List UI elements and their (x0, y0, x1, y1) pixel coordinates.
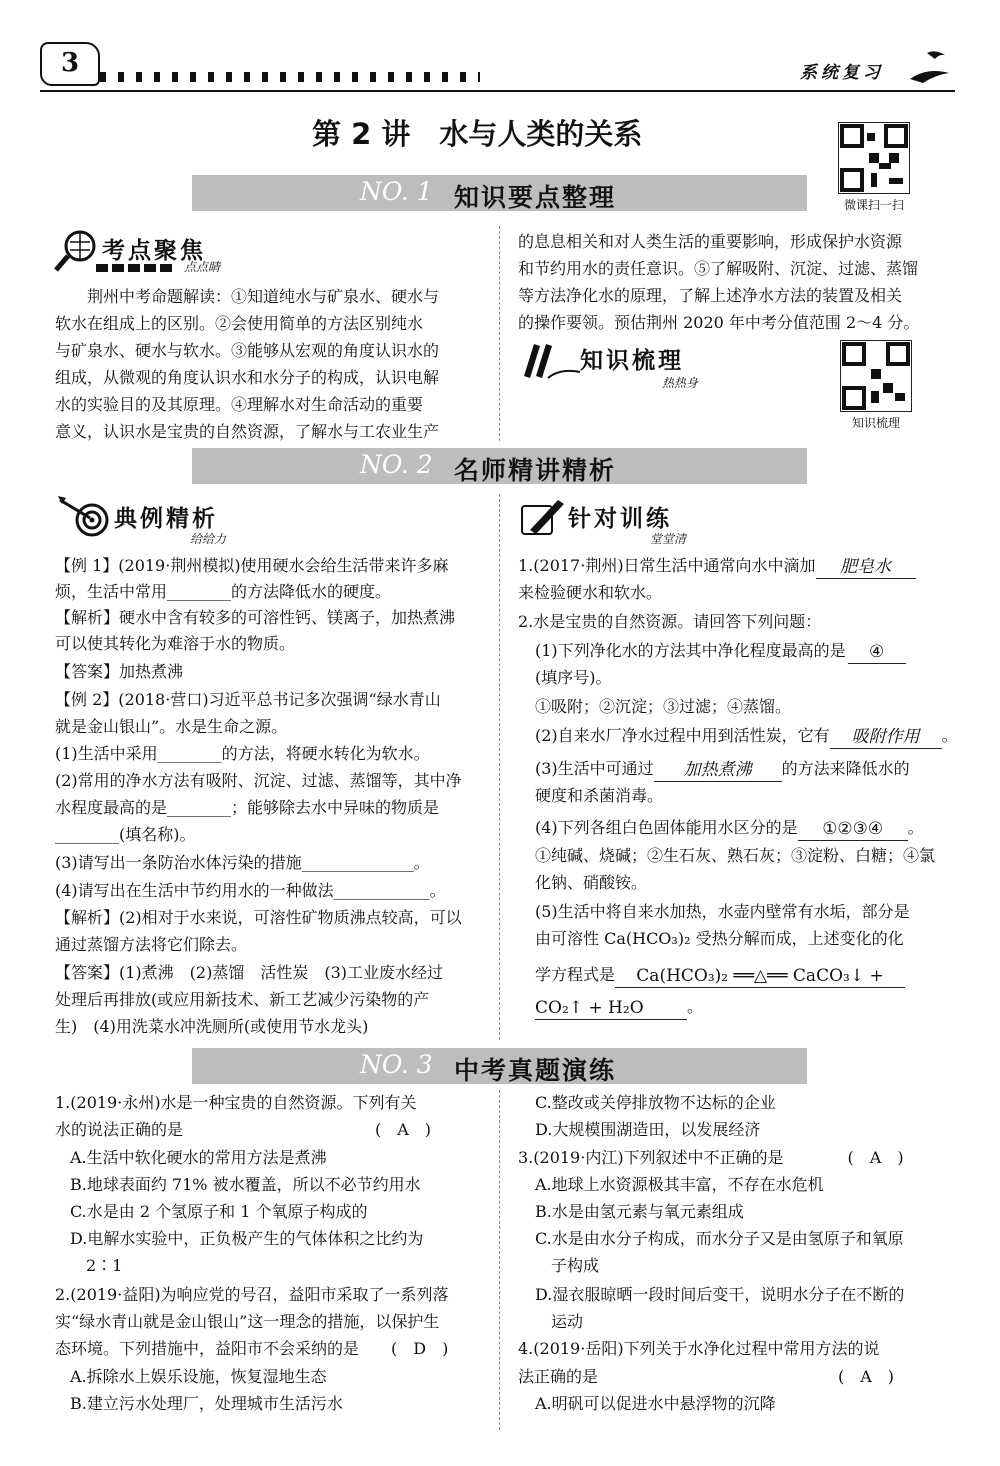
q2-3-c: 硬度和杀菌消毒。 (535, 786, 664, 805)
dianli-line: ________(填名称)。 (55, 825, 196, 844)
zhenti-line: D.电解水实验中，正负极产生的气体体积之比约为 (70, 1229, 424, 1248)
banner-no1-number: NO. 1 (360, 177, 433, 206)
dart-target-icon (56, 494, 110, 538)
q2-intro: 2.水是宝贵的自然资源。请回答下列问题： (518, 612, 822, 631)
header-dots (100, 72, 480, 82)
banner-no1-title: 知识要点整理 (454, 183, 617, 212)
q2-4-opts1: ①纯碱、烧碱；②生石灰、熟石灰；③淀粉、白糖；④氯 (535, 846, 936, 865)
zhenti-line: C.水是由水分子构成，而水分子又是由氢原子和氧原 (535, 1229, 904, 1248)
dianli-line: 就是金山银山”。水是生命之源。 (55, 717, 288, 736)
header-rule (40, 90, 955, 92)
banner-no3-title: 中考真题演练 (454, 1056, 617, 1085)
zhishi-heading (580, 342, 684, 375)
dianli-line: (3)请写出一条防治水体污染的措施______________。 (55, 853, 430, 872)
q2-5-equation-line1: Ca(HCO₃)₂ ══△══ CaCO₃↓ + (615, 965, 905, 988)
q2-5-text: 学方程式是 (535, 965, 616, 984)
kaodian-line: 等方法净化水的原理，了解上述净水方法的装置及相关 (518, 286, 903, 305)
zhendui-q1 (518, 553, 916, 579)
kaodian-lines-deco (96, 264, 176, 272)
q2-5b: 由可溶性 Ca(HCO₃)₂ 受热分解而成，上述变化的化 (535, 929, 904, 948)
q2-1-answer: ④ (848, 641, 906, 664)
banner-no3 (192, 1048, 807, 1084)
q2-5-end: 。 (687, 997, 704, 1016)
q2-3 (535, 756, 910, 782)
dianli-heading (114, 500, 218, 533)
banner-no2-number: NO. 2 (360, 450, 433, 479)
banner-no2-title: 名师精讲精析 (454, 456, 617, 485)
dianli-line: 【答案】加热煮沸 (55, 662, 184, 681)
page-number: 3 (61, 48, 80, 78)
dianli-line: 可以使其转化为难溶于水的物质。 (55, 634, 296, 653)
zhenti-line: 法正确的是 ( A ) (518, 1367, 895, 1386)
magnifier-globe-icon (52, 228, 100, 274)
zhenti-line: A.拆除水上娱乐设施，恢复湿地生态 (70, 1367, 327, 1386)
qr-label-knowledge: 知识梳理 (851, 416, 900, 430)
q2-2-text: (2)自来水厂净水过程中用到活性炭，它有 (535, 726, 830, 745)
zhenti-line: A.地球上水资源极其丰富，不存在水危机 (535, 1175, 824, 1194)
zhenti-line: 4.(2019·岳阳)下列关于水净化过程中常用方法的说 (518, 1339, 880, 1358)
q2-3-text-b: 的方法来降低水的 (781, 759, 910, 778)
dianli-line: 通过蒸馏方法将它们除去。 (55, 935, 248, 954)
q2-3-text: (3)生活中可通过 (535, 759, 654, 778)
q2-5-eq (535, 962, 905, 988)
dianli-line: 【例 2】(2018·营口)习近平总书记多次强调“绿水青山 (55, 690, 441, 709)
q2-3-answer: 加热煮沸 (654, 759, 782, 782)
dianli-heading-text: 典例精析 (114, 506, 218, 532)
zhenti-line: D.大规模围湖造田，以发展经济 (535, 1120, 761, 1139)
dianli-line: (4)请写出在生活中节约用水的一种做法____________。 (55, 881, 446, 900)
kaodian-heading-text: 考点聚焦 (102, 238, 206, 264)
dianli-line: 处理后再排放(或应用新技术、新工艺减少污染物的产 (55, 990, 430, 1009)
dianli-line: 【答案】(1)煮沸 (2)蒸馏 活性炭 (3)工业废水经过 (55, 963, 443, 982)
zhenti-line: C.整改或关停排放物不达标的企业 (535, 1093, 776, 1112)
zhendui-sub: 堂堂清 (650, 532, 687, 546)
zhendui-heading (568, 500, 672, 533)
column-divider (499, 226, 500, 441)
q1-text-a: 1.(2017·荆州)日常生活中通常向水中滴加 (518, 556, 816, 575)
dianli-sub: 给给力 (190, 532, 227, 546)
qr-label-top: 微课扫一扫 (843, 198, 904, 212)
column-divider (499, 1090, 500, 1430)
q2-5-eq2 (535, 994, 703, 1020)
zhenti-line: 水的说法正确的是 ( A ) (55, 1120, 432, 1139)
zhenti-line: B.地球表面约 71% 被水覆盖，所以不必节约用水 (70, 1175, 421, 1194)
zhenti-line: 子构成 (535, 1256, 600, 1275)
qr-code-icon (838, 122, 910, 194)
banner-no2 (192, 448, 807, 484)
q2-2-end: 。 (941, 726, 958, 745)
banner-no1 (192, 175, 807, 211)
q2-1-opts: ①吸附；②沉淀；③过滤；④蒸馏。 (535, 697, 792, 716)
q2-5-equation-line2: CO₂↑ + H₂O (535, 997, 687, 1020)
dianli-line: (1)生活中采用________的方法，将硬水转化为软水。 (55, 744, 430, 763)
zhenti-line: 态环境。下列措施中，益阳市不会采纳的是 ( D ) (55, 1339, 449, 1358)
q2-4-text: (4)下列各组白色固体能用水区分的是 (535, 818, 798, 837)
zhenti-line: 2∶1 (70, 1256, 123, 1275)
banner-no3-number: NO. 3 (360, 1050, 433, 1079)
zhenti-line: A.明矾可以促进水中悬浮物的沉降 (535, 1394, 776, 1413)
q2-1 (535, 638, 906, 664)
kaodian-line: 和节约用水的责任意识。⑤了解吸附、沉淀、过滤、蒸馏 (518, 259, 919, 278)
kaodian-line: 水的实验目的及其原理。④理解水对生命活动的重要 (55, 395, 424, 414)
dianli-line: 烦，生活中常用________的方法降低水的硬度。 (55, 582, 392, 601)
dianli-line: (2)常用的净水方法有吸附、沉淀、过滤、蒸馏等，其中净 (55, 771, 462, 790)
zhishi-sub: 热热身 (662, 376, 699, 390)
kaodian-sub: 点点睛 (184, 260, 221, 274)
dianli-line: 【解析】硬水中含有较多的可溶性钙、镁离子，加热煮沸 (55, 608, 456, 627)
kaodian-line: 荆州中考命题解读：①知道纯水与矿泉水、硬水与 (55, 287, 440, 306)
zhenti-line: D.湿衣服晾晒一段时间后变干，说明水分子在不断的 (535, 1285, 905, 1304)
q1-text-b: 来检验硬水和软水。 (518, 583, 663, 602)
q2-4 (535, 815, 924, 841)
zhenti-line: 3.(2019·内江)下列叙述中不正确的是 ( A ) (518, 1148, 904, 1167)
books-icon (520, 338, 582, 384)
q1-answer: 肥皂水 (816, 556, 916, 579)
qr-code-icon (840, 340, 912, 412)
dianli-line: 【解析】(2)相对于水来说，可溶性矿物质沸点较高，可以 (55, 908, 462, 927)
q2-1-text: (1)下列净化水的方法其中净化程度最高的是 (535, 641, 846, 660)
kaodian-line: 的息息相关和对人类生活的重要影响，形成保护水资源 (518, 232, 903, 251)
q2-2 (535, 723, 958, 749)
kaodian-line: 与矿泉水、硬水与软水。③能够从宏观的角度认识水的 (55, 341, 440, 360)
kaodian-line: 组成，从微观的角度认识水和水分子的构成，认识电解 (55, 368, 440, 387)
dianli-line: 水程度最高的是________；能够除去水中异味的物质是 (55, 798, 440, 817)
zhenti-line: 实“绿水青山就是金山银山”这一理念的措施，以保护生 (55, 1312, 440, 1331)
section-label: 系统复习 (800, 63, 884, 83)
q2-1-b: (填序号)。 (535, 668, 612, 687)
dianli-line: 生) (4)用洗菜水冲洗厕所(或使用节水龙头) (55, 1017, 369, 1036)
zhenti-line: B.建立污水处理厂，处理城市生活污水 (70, 1394, 343, 1413)
zhenti-line: 运动 (535, 1312, 584, 1331)
zhenti-line: 2.(2019·益阳)为响应党的号召，益阳市采取了一系列落 (55, 1285, 449, 1304)
page-number-badge (40, 42, 100, 86)
zhenti-line: 1.(2019·永州)水是一种宝贵的自然资源。下列有关 (55, 1093, 417, 1112)
pen-icon (520, 494, 566, 538)
q2-2-answer: 吸附作用 (830, 726, 942, 749)
q2-4-opts2: 化钠、硝酸铵。 (535, 873, 648, 892)
zhendui-heading-text: 针对训练 (568, 506, 672, 532)
q2-4-end: 。 (907, 818, 924, 837)
kaodian-line: 意义，认识水是宝贵的自然资源，了解水与工农业生产 (55, 422, 440, 441)
bird-icon (905, 45, 955, 85)
zhenti-line: A.生活中软化硬水的常用方法是煮沸 (70, 1148, 327, 1167)
q2-4-answer: ①②③④ (798, 818, 908, 841)
column-divider (499, 494, 500, 1040)
kaodian-line: 的操作要领。预估荆州 2020 年中考分值范围 2～4 分。 (518, 313, 920, 332)
page-title: 第 2 讲 水与人类的关系 (312, 117, 643, 151)
zhenti-line: C.水是由 2 个氢原子和 1 个氧原子构成的 (70, 1202, 368, 1221)
zhenti-line: B.水是由氢元素与氧元素组成 (535, 1202, 744, 1221)
dianli-line: 【例 1】(2019·荆州模拟)使用硬水会给生活带来许多麻 (55, 556, 449, 575)
zhishi-heading-text: 知识梳理 (580, 348, 684, 374)
kaodian-line: 软水在组成上的区别。②会使用简单的方法区别纯水 (55, 314, 424, 333)
q2-5a: (5)生活中将自来水加热，水壶内壁常有水垢，部分是 (535, 902, 910, 921)
